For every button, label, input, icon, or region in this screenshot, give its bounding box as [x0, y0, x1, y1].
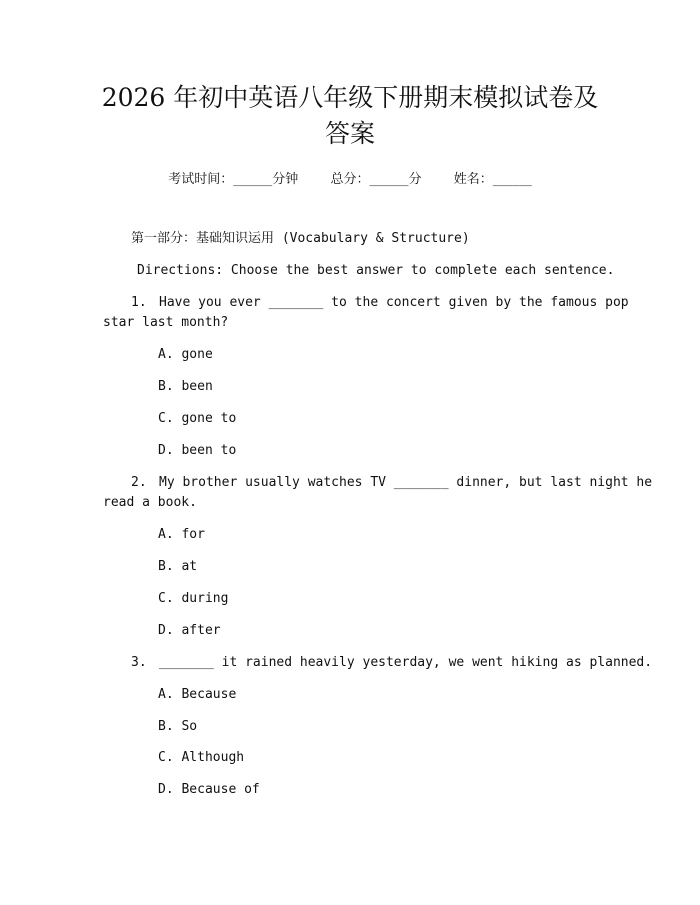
total-score-field: 总分：______分: [330, 172, 422, 187]
question-1-option-c: C. gone to: [158, 411, 237, 426]
question-3-text-line-1: _______ it rained heavily yesterday, we went hiking as planned.: [159, 655, 653, 670]
question-1-stem: [131, 293, 629, 313]
exam-title-line-1: 2026 年初中英语八年级下册期末模拟试卷及: [101, 83, 599, 112]
question-3-option-c: C. Although: [158, 750, 245, 765]
exam-title: [80, 80, 620, 152]
question-1-text-line-2: star last month?: [103, 315, 229, 330]
section-heading: 第一部分：基础知识运用 (Vocabulary & Structure): [131, 231, 470, 246]
exam-time-field: 考试时间：______分钟: [168, 172, 299, 187]
question-1-option-d: D. been to: [158, 443, 237, 458]
question-3-option-d: D. Because of: [158, 782, 260, 797]
question-2-option-a: A. for: [158, 527, 205, 542]
question-2-text-line-1: My brother usually watches TV _______ dinner, but last night he: [159, 475, 653, 490]
question-2-option-d: D. after: [158, 623, 221, 638]
question-2-option-c: C. during: [158, 591, 229, 606]
directions-text: Directions: Choose the best answer to complete each sentence.: [137, 263, 615, 278]
question-1-option-b: B. been: [158, 379, 213, 394]
question-3-number: 3.: [131, 655, 147, 670]
question-2-stem: [131, 473, 652, 493]
student-name-field: 姓名：______: [453, 172, 532, 187]
question-2-option-b: B. at: [158, 559, 198, 574]
question-3-stem: [131, 653, 652, 673]
question-2-text-line-2: read a book.: [103, 495, 197, 510]
question-1-number: 1.: [131, 295, 147, 310]
question-3-option-a: A. Because: [158, 687, 237, 702]
exam-meta-row: [0, 168, 700, 187]
question-1-option-a: A. gone: [158, 347, 213, 362]
question-3-option-b: B. So: [158, 719, 198, 734]
question-2-number: 2.: [131, 475, 147, 490]
question-1-text-line-1: Have you ever _______ to the concert given by the famous pop: [159, 295, 629, 310]
exam-title-line-2: 答案: [324, 119, 375, 148]
